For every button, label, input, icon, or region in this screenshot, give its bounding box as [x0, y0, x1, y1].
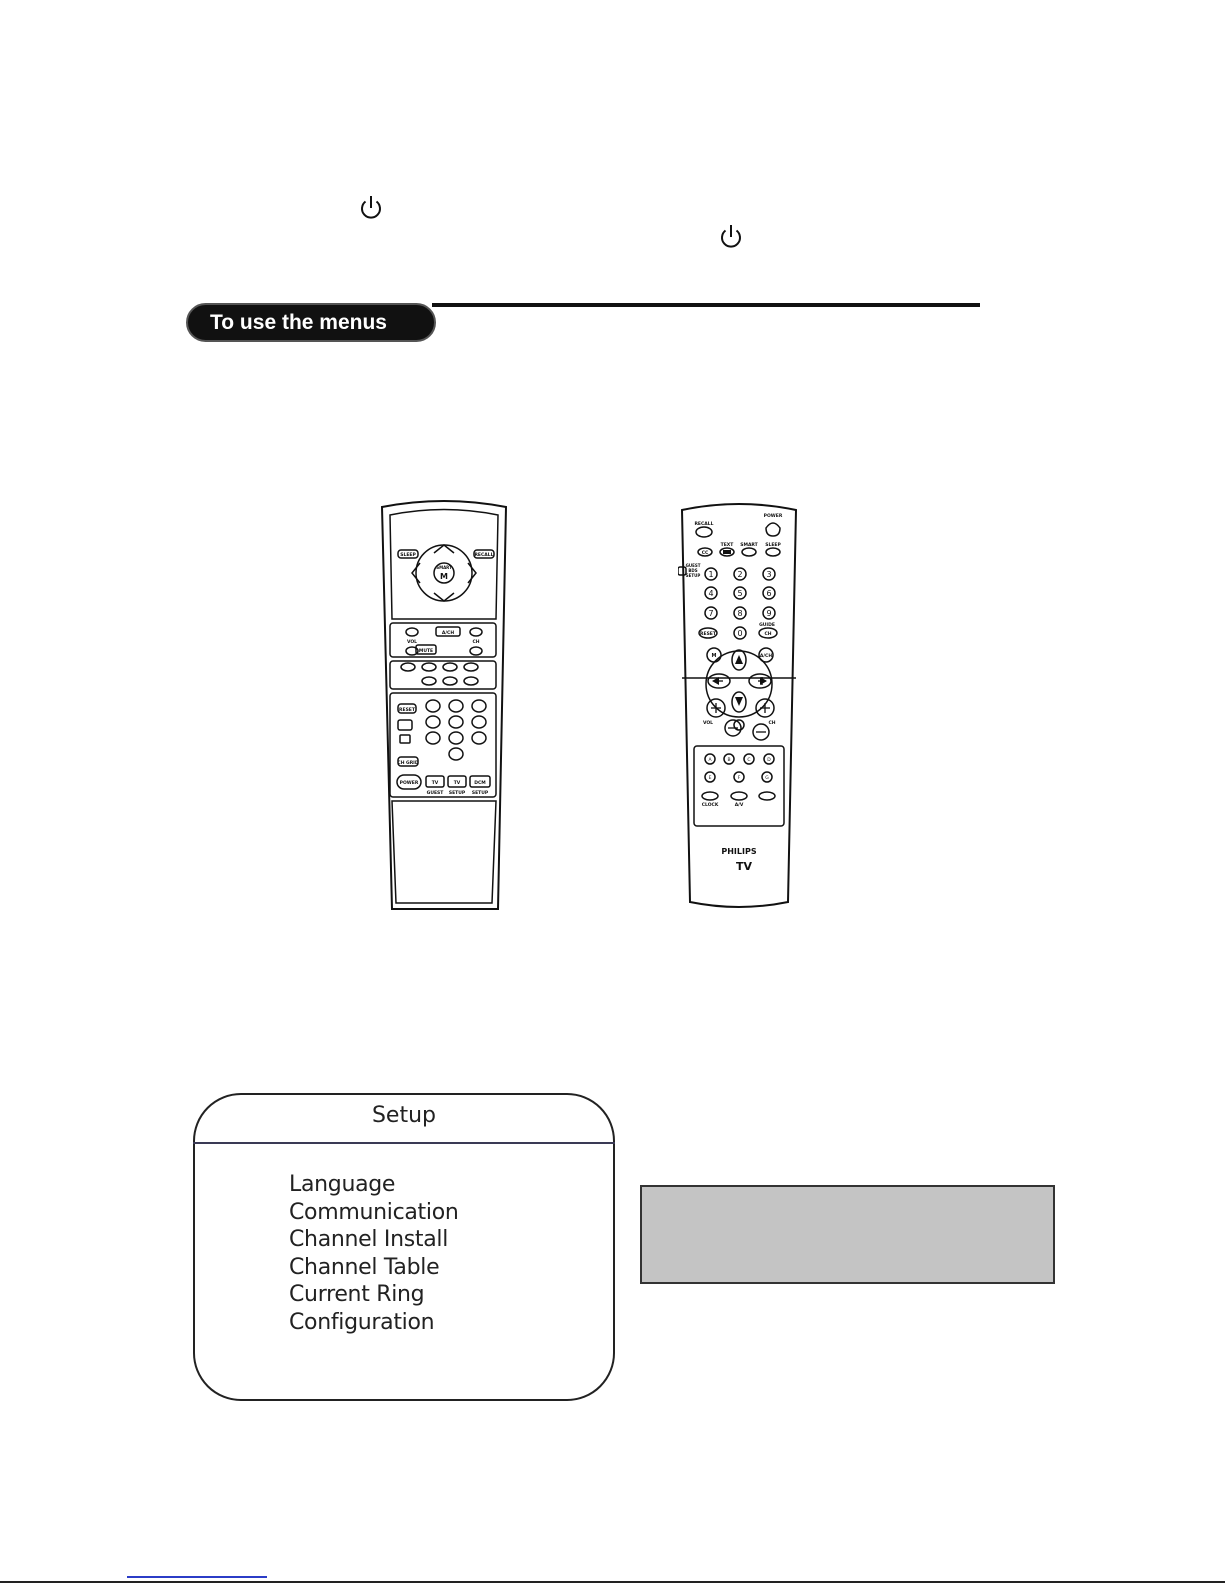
mute-label: MUTE: [418, 649, 434, 654]
note-box: [640, 1185, 1055, 1284]
digit-label: 2: [737, 570, 743, 579]
recall-label: RECALL: [694, 522, 714, 527]
digit-label: 7: [708, 609, 714, 618]
digit-label: 0: [737, 629, 743, 638]
menu-item-channel-install[interactable]: Channel Install: [289, 1227, 449, 1252]
footer-rule: [0, 1581, 1225, 1583]
recall-label: RECALL: [474, 553, 494, 558]
remote-control-right: [678, 498, 800, 910]
ch-label: CH: [472, 640, 480, 645]
cc-label: CC: [701, 551, 709, 556]
av-label: A/V: [734, 803, 744, 808]
menu-item-configuration[interactable]: Configuration: [289, 1309, 435, 1335]
digit-label: 1: [708, 570, 714, 579]
text-label: TEXT: [720, 543, 734, 548]
power-label: POWER: [399, 781, 419, 786]
footer-link-underline[interactable]: [127, 1576, 267, 1578]
reset-label: RESET: [399, 708, 415, 713]
menu-item-communication[interactable]: Communication: [289, 1199, 459, 1225]
remote-control-left: [378, 495, 510, 913]
digit-label: 6: [766, 589, 772, 598]
mode-guest-label: GUEST: [685, 563, 701, 568]
digit-label: 8: [737, 609, 743, 618]
vol-label: VOL: [702, 721, 714, 726]
smart-label: SMART: [436, 565, 452, 570]
section-title: To use the menus: [186, 303, 436, 342]
brand-label: PHILIPS: [721, 847, 757, 856]
ch-label: CH: [768, 721, 776, 726]
digit-label: 5: [737, 589, 743, 598]
sleep-label: SLEEP: [400, 553, 416, 558]
menu-item-channel-table[interactable]: Channel Table: [289, 1254, 440, 1280]
tv-label: TV: [453, 781, 461, 786]
setup-menu-screen: [193, 1093, 615, 1401]
smart-label: SMART: [740, 543, 758, 548]
power-icon: [356, 193, 386, 223]
ch-grid-label: CH GRID: [397, 761, 419, 766]
digit-label: 9: [766, 609, 772, 618]
menu-divider: [193, 1142, 615, 1144]
mode-setup-label: SETUP: [685, 573, 701, 578]
digit-label: 3: [766, 570, 772, 579]
m-label: M: [711, 653, 717, 659]
ach-label: A/CH: [441, 631, 455, 636]
sleep-label: SLEEP: [765, 543, 781, 548]
section-rule: [432, 303, 980, 307]
setup-menu-title: Setup: [371, 1103, 437, 1128]
mode-bds-label: BDS: [688, 568, 698, 573]
setup-label: SETUP: [471, 791, 489, 796]
ach-label: A/CH: [759, 654, 773, 659]
setup-label: SETUP: [448, 791, 466, 796]
guide-button-label: CH: [764, 632, 772, 637]
logo-label: TV: [735, 860, 753, 873]
reset-label: RESET: [700, 632, 716, 637]
key-label: D: [767, 758, 771, 763]
guide-label: GUIDE: [759, 623, 775, 628]
vol-label: VOL: [406, 640, 418, 645]
power-label: POWER: [763, 514, 783, 519]
key-label: A: [708, 758, 712, 763]
dcm-label: DCM: [474, 781, 486, 786]
key-label: F: [737, 776, 741, 781]
power-icon: [716, 222, 746, 252]
menu-item-current-ring[interactable]: Current Ring: [289, 1282, 425, 1307]
clock-label: CLOCK: [701, 803, 719, 808]
setup-menu-list: [289, 1171, 459, 1336]
key-label: C: [747, 758, 751, 763]
menu-item-language[interactable]: Language: [289, 1172, 396, 1197]
key-label: G: [765, 776, 769, 781]
key-label: B: [727, 758, 731, 763]
key-label: E: [708, 776, 712, 781]
guest-label: GUEST: [426, 791, 444, 796]
tv-label: TV: [431, 781, 439, 786]
digit-label: 4: [708, 589, 714, 598]
menu-label: M: [440, 572, 448, 581]
